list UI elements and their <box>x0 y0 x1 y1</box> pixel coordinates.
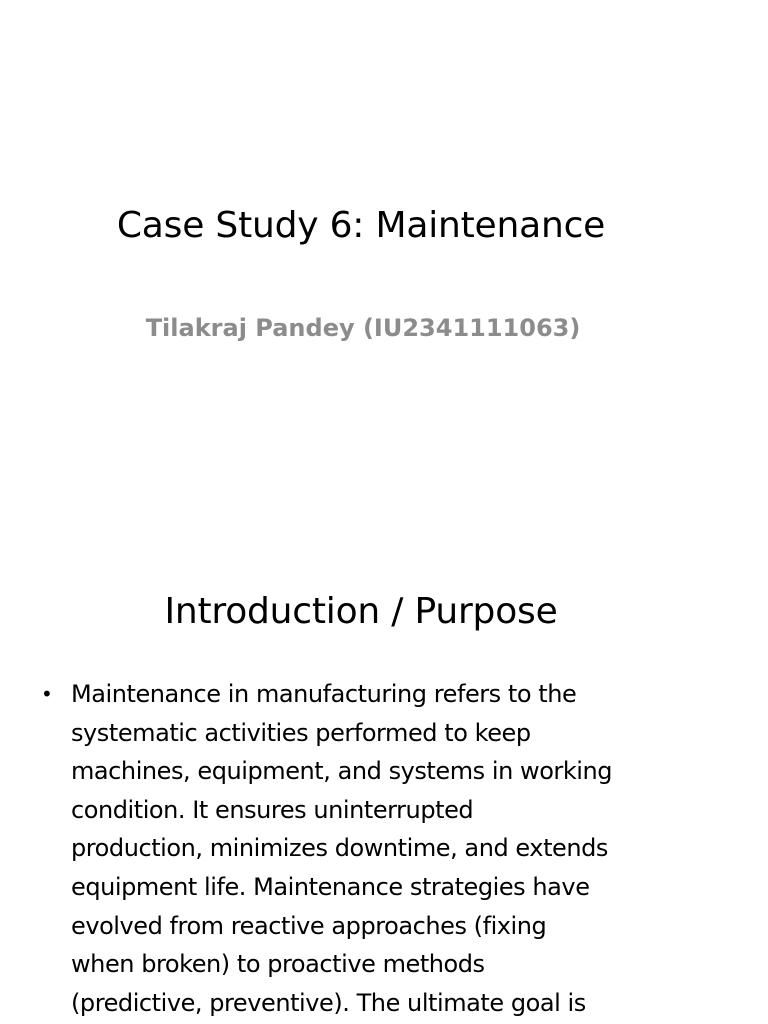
bullet-line: evolved from reactive approaches (fixing <box>71 911 547 940</box>
slide-subtitle-author: Tilakraj Pandey (IU2341111063) <box>145 314 581 342</box>
bullet-list <box>38 675 698 1022</box>
bullet-line: (predictive, preventive). The ultimate goal is <box>71 988 586 1017</box>
bullet-line: equipment life. Maintenance strategies have <box>71 872 590 901</box>
bullet-line: Maintenance in manufacturing refers to the <box>71 680 577 708</box>
bullet-line: when broken) to proactive methods <box>71 950 485 979</box>
bullet-marker: • <box>41 682 53 706</box>
bullet-line: systematic activities performed to keep <box>71 718 531 747</box>
slide-title: Case Study 6: Maintenance <box>116 205 606 246</box>
bullet-line: condition. It ensures uninterrupted <box>71 795 474 824</box>
bullet-line: production, minimizes downtime, and extends <box>71 834 608 863</box>
content-slide <box>0 512 768 1024</box>
bullet-item <box>38 675 698 1022</box>
slide-title: Introduction / Purpose <box>164 591 558 632</box>
bullet-line: machines, equipment, and systems in working <box>71 757 613 786</box>
